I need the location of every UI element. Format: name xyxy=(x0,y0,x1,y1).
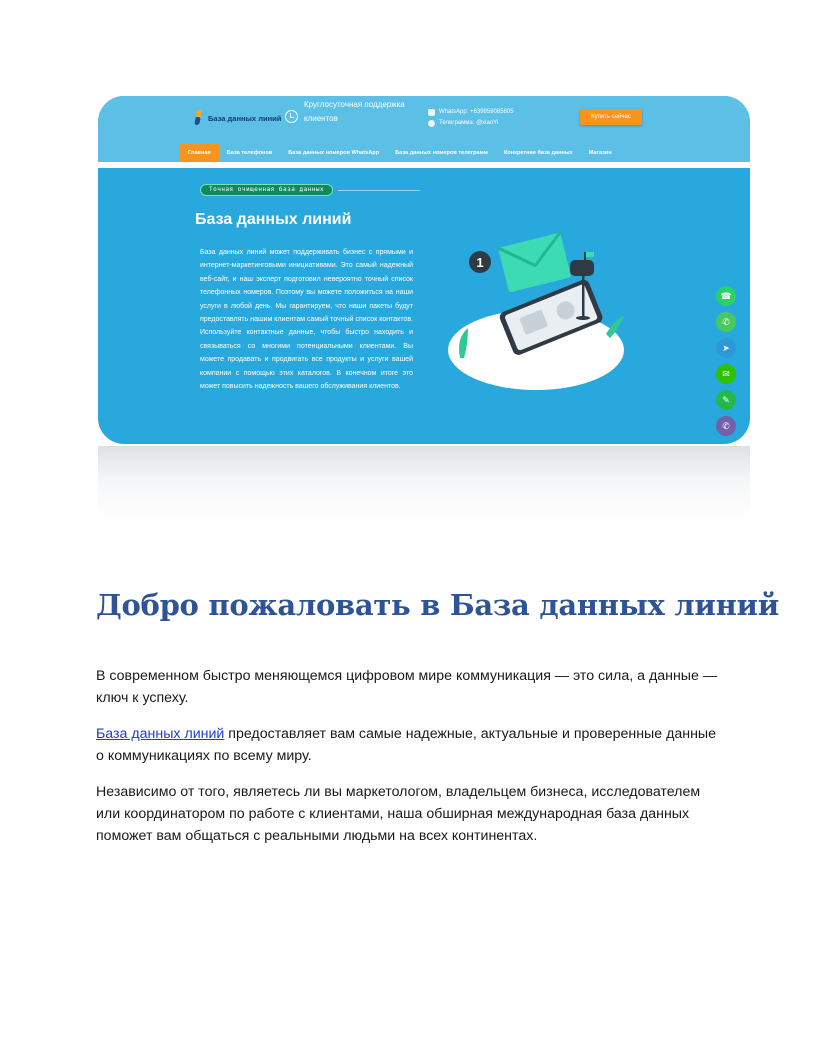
site-logo[interactable] xyxy=(194,110,281,126)
site-nav xyxy=(98,144,750,162)
viber-icon[interactable]: ✆ xyxy=(716,416,736,436)
phone-icon[interactable]: ☎ xyxy=(716,286,736,306)
nav-specific-database[interactable]: Конкретная база данных xyxy=(503,150,573,156)
telegram-small-icon xyxy=(428,120,435,127)
notification-badge-number: 1 xyxy=(476,255,484,270)
nav-telegram-database[interactable]: База данных номеров телеграмм xyxy=(395,150,488,156)
whatsapp-text: WhatsApp: +639859085805 xyxy=(439,109,514,115)
paragraph-link xyxy=(96,723,726,767)
buy-now-button[interactable]: Купить сейчас xyxy=(580,109,642,125)
logo-icon xyxy=(194,110,204,126)
whatsapp-small-icon xyxy=(428,109,435,116)
envelope-icon xyxy=(498,233,571,293)
line-icon[interactable]: ✎ xyxy=(716,390,736,410)
site-header xyxy=(98,96,750,144)
hero-title: База данных линий xyxy=(195,211,352,228)
logo-text: База данных линий xyxy=(208,113,282,123)
clock-icon xyxy=(285,110,298,123)
wechat-icon[interactable]: ✉ xyxy=(716,364,736,384)
whatsapp-icon[interactable]: ✆ xyxy=(716,312,736,332)
paragraph-audience: Независимо от того, являетесь ли вы маркетологом, владельцем бизнеса, исследователем или координатором по работе с клиентами, наша обширная международная база данных поможет вам общаться с реальными людьми на всех континентах. xyxy=(96,784,701,844)
paragraph-intro: В современном быстро меняющемся цифровом мире коммуникация — это сила, а данные — ключ к успеху. xyxy=(96,668,718,706)
contact-info xyxy=(428,107,514,129)
paragraph-link-text: предоставляет вам самые надежные, актуальные и проверенные данные о коммуникациях по всему миру. xyxy=(96,726,717,764)
hero-illustration xyxy=(438,232,628,392)
database-link[interactable]: База данных линий xyxy=(96,726,225,742)
nav-whatsapp-database[interactable]: База данных номеров WhatsApp xyxy=(288,150,380,156)
nav-home[interactable]: Главная xyxy=(180,144,219,162)
document-title: Добро пожаловать в База данных линий xyxy=(96,588,779,622)
nav-divider xyxy=(98,162,750,168)
tagline-badge: Точная очищенная база данных xyxy=(200,184,333,196)
website-screenshot xyxy=(98,96,750,444)
whatsapp-contact[interactable] xyxy=(428,107,514,118)
nav-shop[interactable]: Магазин xyxy=(588,150,612,156)
hero-body: База данных линий может поддерживать бизнес с прямыми и интернет-маркетинговыми инициативами. Это самый надежный веб-сайт, и наш эксперт подготовил невероятно точный список телефонных номеров. Поэтому вы можете положиться на наши услуги в любой день. Мы гарантируем, что наши пакеты будут предоставлять нашим клиентам самый точный список контактов. Используйте контактные данные, чтобы быстро находить и связываться со многими потенциальными клиентами. Вы можете продавать и продвигать все продукты и услуги вашей компании с помощью этих каталогов. В конечном итоге это может повысить надежность вашего обслуживания клиентов. xyxy=(200,249,413,391)
screenshot-reflection xyxy=(98,446,750,526)
social-sidebar xyxy=(716,286,738,442)
telegram-icon[interactable]: ➤ xyxy=(716,338,736,358)
support-text: Круглосуточная поддержка клиентов xyxy=(304,100,405,123)
telegram-text: Телеграмма: @xiaoYi xyxy=(439,120,499,126)
nav-phone-database[interactable]: База телефонов xyxy=(226,150,273,156)
telegram-contact[interactable] xyxy=(428,118,514,129)
tagline-divider xyxy=(338,190,420,191)
